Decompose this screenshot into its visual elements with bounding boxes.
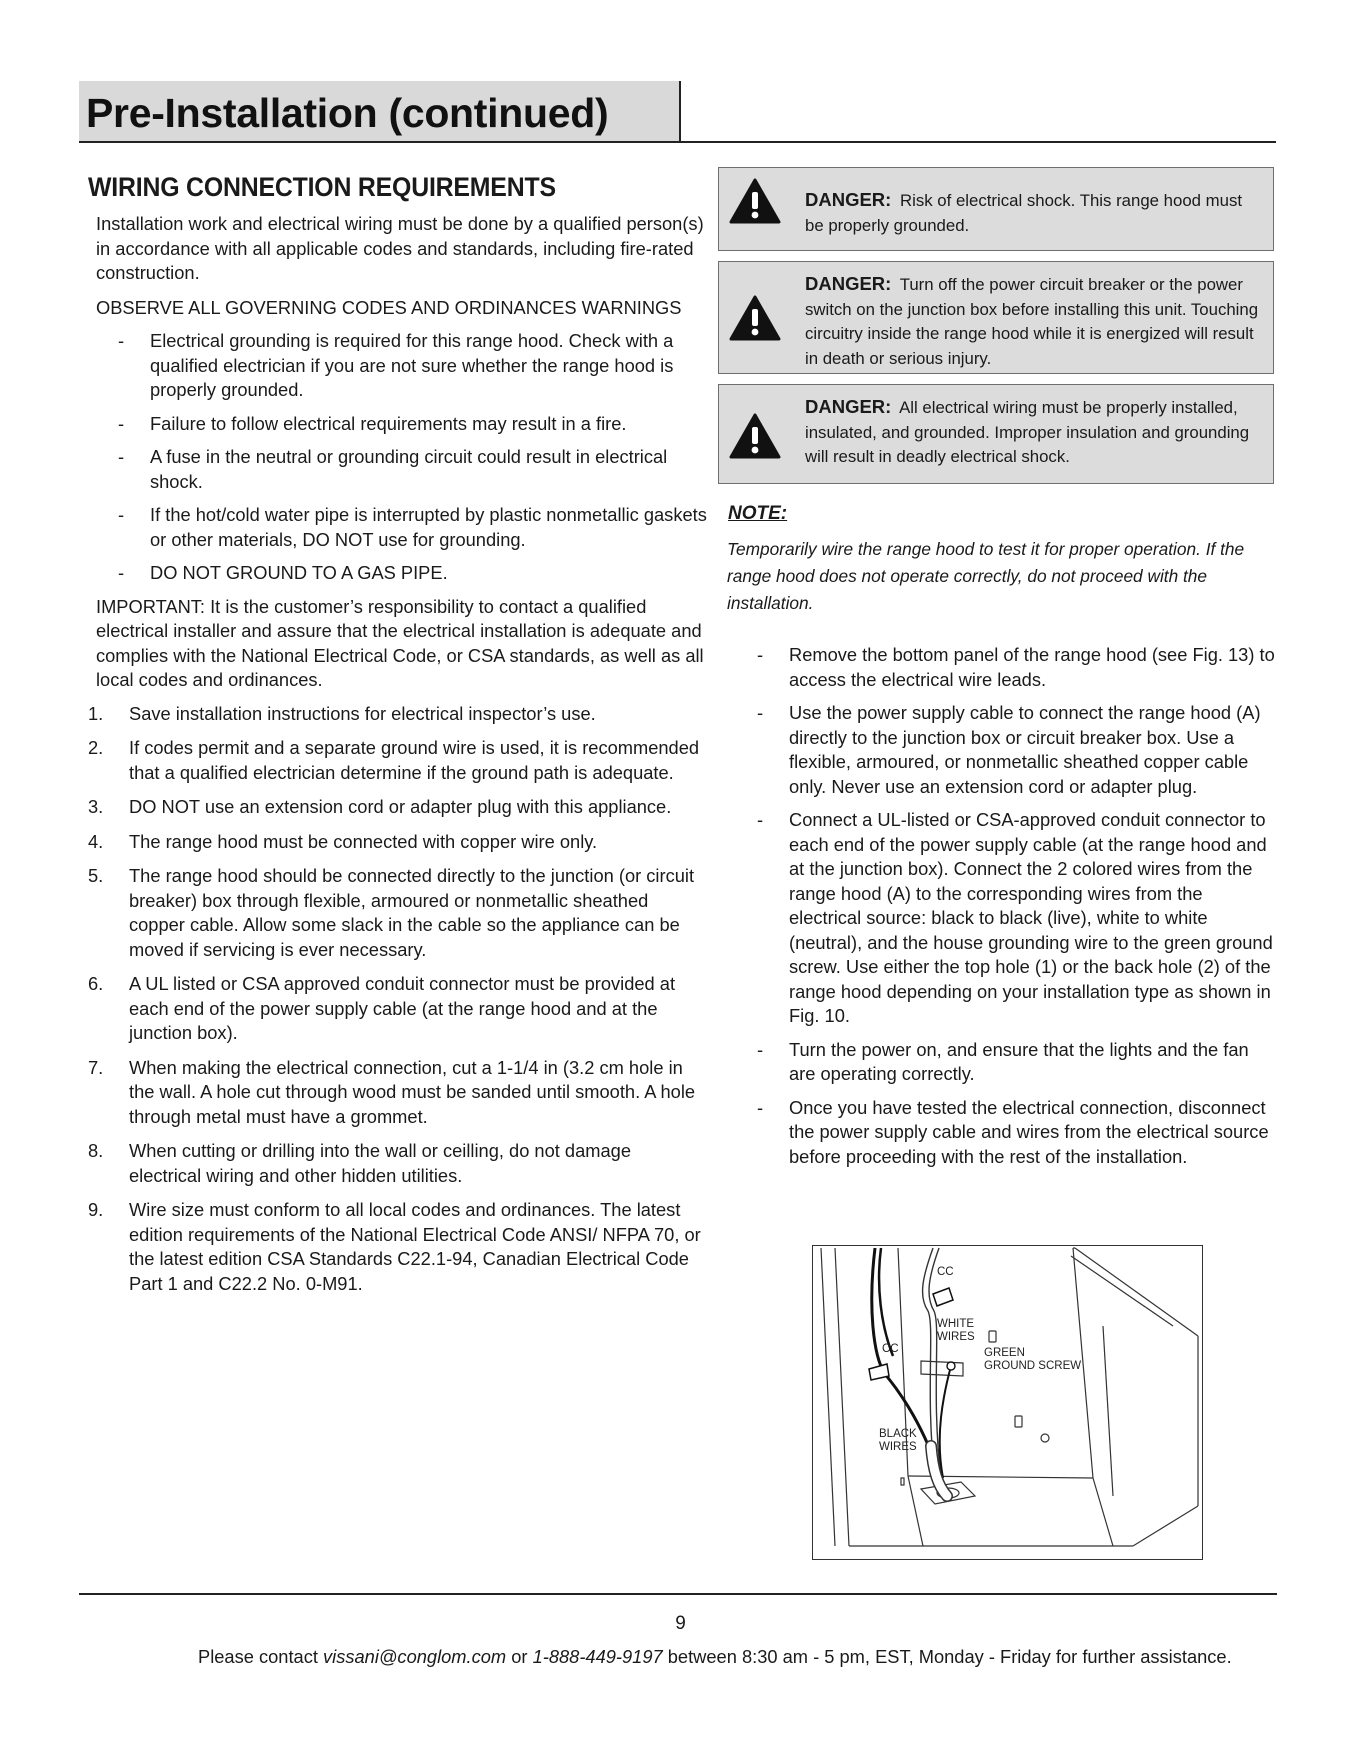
procedure-item: - Turn the power on, and ensure that the lights and the fan are operating correctly. — [757, 1038, 1277, 1087]
step-text: The range hood must be connected with copper wire only. — [129, 830, 598, 852]
step-text: When cutting or drilling into the wall or ceilling, do not damage electrical wiring and other hidden utilities. — [129, 1140, 631, 1186]
warning-triangle-icon — [729, 413, 781, 459]
page-title: Pre-Installation (continued) — [86, 90, 609, 136]
steps-list — [88, 702, 708, 1297]
intro-paragraph: Installation work and electrical wiring must be done by a qualified person(s) in accordance with all applicable codes and standards, including fire-rated construction. — [96, 213, 704, 283]
step-item — [88, 795, 708, 820]
procedure-list — [757, 643, 1277, 1178]
step-number: 3. — [88, 796, 104, 817]
left-column — [88, 170, 708, 1306]
danger-label: DANGER: — [805, 273, 892, 294]
warning-item: - If the hot/cold water pipe is interrupted by plastic nonmetallic gaskets or other materials, DO NOT use for grounding. — [118, 503, 708, 552]
warning-item: - Failure to follow electrical requirements may result in a fire. — [118, 412, 708, 437]
warnings-list — [88, 329, 708, 586]
note-text: Temporarily wire the range hood to test it for proper operation. If the range hood does not operate correctly, do not proceed with the installation. — [727, 539, 1245, 613]
note-label: NOTE: — [728, 503, 788, 524]
header-rule — [79, 141, 1276, 143]
step-number: 9. — [88, 1199, 104, 1220]
warning-item: - A fuse in the neutral or grounding circuit could result in electrical shock. — [118, 445, 708, 494]
procedure-item: - Remove the bottom panel of the range hood (see Fig. 13) to access the electrical wire leads. — [757, 643, 1277, 692]
step-item — [88, 972, 708, 1046]
label-white-wires: WHITE WIRES — [937, 1318, 975, 1343]
label-cc-left: CC — [882, 1343, 899, 1355]
wiring-illustration — [813, 1246, 1203, 1560]
step-item — [88, 1056, 708, 1130]
step-item — [88, 736, 708, 785]
danger-text: DANGER: All electrical wiring must be properly installed, insulated, and grounded. Improper insulation and grounding will result in deadly electrical shock. — [805, 396, 1250, 466]
important-paragraph: IMPORTANT: It is the customer’s responsibility to contact a qualified electrical installer and assure that the electrical installation is adequate and complies with the National Electrical Code, or CSA standards, as well as all local codes and ordinances. — [96, 595, 704, 690]
warning-triangle-icon — [729, 178, 781, 224]
label-green-ground-screw: GREEN GROUND SCREW — [984, 1347, 1082, 1372]
danger-label: DANGER: — [805, 396, 892, 417]
step-number: 1. — [88, 702, 104, 724]
danger-box — [718, 261, 1274, 374]
step-item — [88, 830, 708, 855]
step-number: 7. — [88, 1056, 104, 1078]
danger-text: DANGER: Risk of electrical shock. This range hood must be properly grounded. — [805, 189, 1243, 235]
warning-item: - DO NOT GROUND TO A GAS PIPE. — [118, 561, 708, 586]
header-divider — [679, 81, 681, 142]
step-item — [88, 1198, 708, 1296]
step-text: If codes permit and a separate ground wire is used, it is recommended that a qualified electrician determine if the ground path is adequate. — [129, 737, 700, 783]
label-cc-top: CC — [937, 1266, 954, 1278]
warning-triangle-icon — [729, 295, 781, 341]
warning-item: - Electrical grounding is required for this range hood. Check with a qualified electrician if you are not sure whether the range hood is properly grounded. — [118, 329, 708, 403]
footer-rule — [79, 1593, 1277, 1595]
danger-box — [718, 167, 1274, 251]
contact-email[interactable]: vissani@conglom.com — [323, 1646, 507, 1667]
procedure-item: - Once you have tested the electrical connection, disconnect the power supply cable and wires from the electrical source before proceeding with the rest of the installation. — [757, 1096, 1277, 1170]
contact-line: Please contact vissani@conglom.com or 1-888-449-9197 between 8:30 am - 5 pm, EST, Monday - Friday for further assistance. — [198, 1646, 1232, 1667]
procedure-item: - Connect a UL-listed or CSA-approved conduit connector to each end of the power supply cable (at the range hood and at the junction box). Connect the 2 colored wires from the range hood (A) to the corresponding wires from the electrical source: black to black (live), white to white (neutral), and the house grounding wire to the green ground screw. Use either the top hole (1) or the back hole (2) of the range hood depending on your installation type as shown in Fig. 10. — [757, 808, 1277, 1029]
danger-box — [718, 384, 1274, 484]
step-number: 6. — [88, 973, 104, 994]
danger-label: DANGER: — [805, 189, 892, 210]
step-number: 2. — [88, 737, 104, 758]
step-item — [88, 702, 708, 727]
step-item — [88, 1139, 708, 1188]
step-number: 8. — [88, 1140, 104, 1161]
step-text: Wire size must conform to all local codes and ordinances. The latest edition requirements of the National Electrical Code ANSI/ NFPA 70, or the latest edition CSA Standards C22.1-94, Canadian Electrical Code Part 1 and C22.2 No. 0-M91. — [129, 1199, 701, 1294]
step-number: 5. — [88, 865, 104, 886]
danger-text: DANGER: Turn off the power circuit breaker or the power switch on the junction box before installing this unit. Touching circuitry inside the range hood while it is energized will result in death or serious injury. — [805, 273, 1259, 368]
page-number: 9 — [675, 1613, 686, 1634]
step-text: Save installation instructions for electrical inspector’s use. — [129, 702, 596, 724]
contact-phone[interactable]: 1-888-449-9197 — [532, 1646, 663, 1667]
step-text: A UL listed or CSA approved conduit connector must be provided at each end of the power supply cable (at the range hood and at the junction box). — [129, 973, 676, 1043]
section-title: WIRING CONNECTION REQUIREMENTS — [88, 172, 556, 202]
observe-heading: OBSERVE ALL GOVERNING CODES AND ORDINANCES WARNINGS — [96, 296, 682, 318]
label-black-wires: BLACK WIRES — [879, 1428, 917, 1453]
step-text: DO NOT use an extension cord or adapter plug with this appliance. — [129, 796, 672, 817]
step-text: The range hood should be connected directly to the junction (or circuit breaker) box through flexible, armoured or nonmetallic sheathed copper cable. Allow some slack in the cable so the appliance can be moved if servicing is ever necessary. — [129, 865, 695, 960]
step-item — [88, 864, 708, 962]
step-text: When making the electrical connection, cut a 1-1/4 in (3.2 cm hole in the wall. A hole cut through wood must be sanded until smooth. A hole through metal must have a grommet. — [129, 1056, 696, 1127]
step-number: 4. — [88, 830, 104, 852]
procedure-item: - Use the power supply cable to connect the range hood (A) directly to the junction box or circuit breaker box. Use a flexible, armoured, or nonmetallic sheathed copper cable only. Never use an extension cord or adapter plug. — [757, 701, 1277, 799]
wiring-figure — [812, 1245, 1203, 1560]
